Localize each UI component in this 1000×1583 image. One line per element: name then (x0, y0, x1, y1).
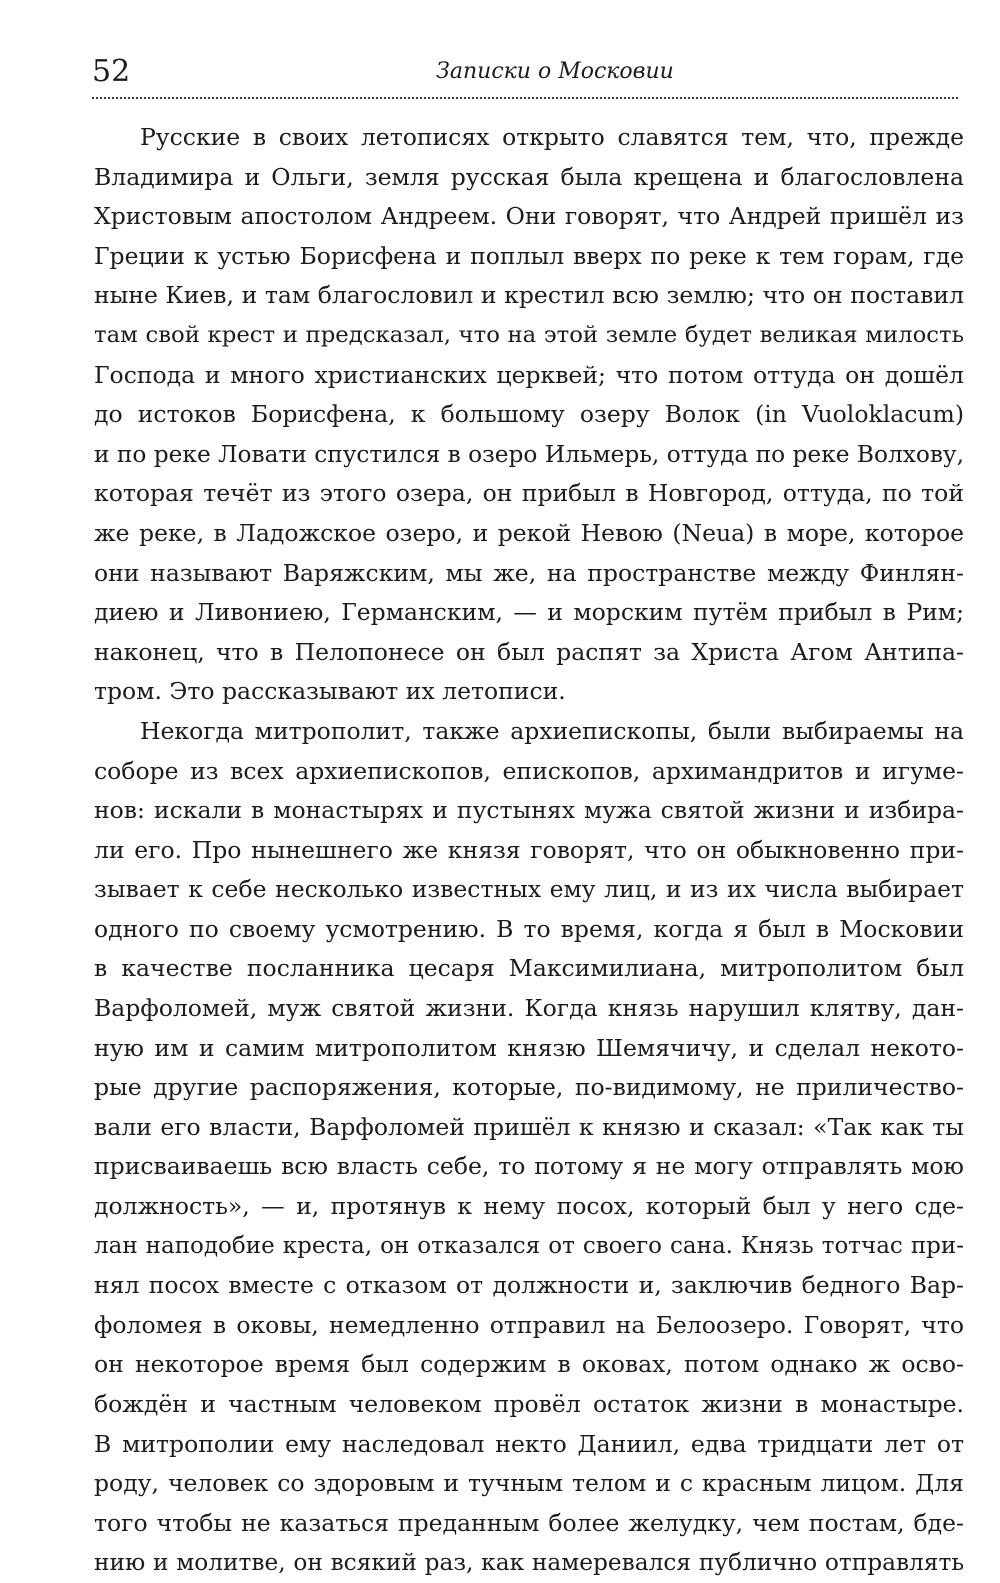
text-line: бождён и частным человеком провёл остаток жизни в монастыре. (94, 1390, 964, 1418)
text-line: Русские в своих летописях открыто славятся тем, что, прежде (140, 123, 964, 151)
text-line: роду, человек со здоровым и тучным телом и с красным лицом. Для (94, 1469, 964, 1498)
text-line: диею и Ливониею, Германским, — и морским путём прибыл в Рим; (94, 598, 964, 627)
text-line: присваиваешь всю власть себе, то потому я не могу отправлять мою (94, 1152, 964, 1181)
text-line: ли его. Про нынешнего же князя говорят, что он обыкновенно при- (94, 835, 964, 864)
text-line: ную им и самим митрополитом князю Шемячичу, и сделал некото- (94, 1033, 964, 1062)
text-line: в качестве посланника цесаря Максимилиана, митрополитом был (94, 954, 964, 983)
text-line: должность», — и, протянув к нему посох, который был у него сде- (94, 1192, 964, 1221)
text-line: и по реке Ловати спустился в озеро Ильмерь, оттуда по реке Волхову, (94, 440, 964, 468)
text-line: которая течёт из этого озера, он прибыл в Новгород, оттуда, по той (94, 479, 964, 508)
page-number: 52 (92, 54, 131, 89)
text-line: он некоторое время был содержим в оковах, потом однако ж осво- (94, 1350, 964, 1379)
text-line: Господа и много христианских церквей; что потом оттуда он дошёл (94, 360, 964, 389)
running-title: Записки о Московии (436, 59, 674, 84)
text-line: зывает к себе несколько известных ему лиц, и из их числа выбирает (94, 875, 964, 904)
text-line: тром. Это рассказывают их летописи. (94, 677, 566, 706)
text-line: наконец, что в Пелопонесе он был распят за Христа Агом Антипа- (94, 637, 964, 666)
text-line: Некогда митрополит, также архиепископы, были выбираемы на (140, 716, 964, 745)
text-line: фоломея в оковы, немедленно отправил на Белоозеро. Говорят, что (94, 1310, 964, 1339)
header-divider (92, 97, 958, 99)
text-line: того чтобы не казаться преданным более желудку, чем постам, бде- (94, 1508, 964, 1537)
text-line: лан наподобие креста, он отказался от своего сана. Князь тотчас при- (94, 1232, 964, 1259)
text-line: Греции к устью Борисфена и поплыл вверх по реке к тем горам, где (94, 241, 964, 270)
text-line: В митрополии ему наследовал некто Даниил, едва тридцати лет от (94, 1429, 964, 1458)
text-line: Христовым апостолом Андреем. Они говорят, что Андрей пришёл из (94, 202, 964, 231)
text-line: рые другие распоряжения, которые, по-видимому, не приличество- (94, 1073, 964, 1102)
text-line: Владимира и Ольги, земля русская была крещена и благословлена (94, 162, 964, 191)
text-line: соборе из всех архиепископов, епископов, архимандритов и игуме- (94, 756, 964, 785)
page-header (92, 52, 958, 96)
text-line: они называют Варяжским, мы же, на пространстве между Финлян- (94, 558, 964, 587)
text-line: нов: искали в монастырях и пустынях мужа святой жизни и избира- (94, 796, 964, 825)
text-line: нял посох вместе с отказом от должности и, заключив бедного Вар- (94, 1271, 964, 1300)
text-line: вали его власти, Варфоломей пришёл к князю и сказал: «Так как ты (94, 1112, 964, 1141)
text-line: Варфоломей, муж святой жизни. Когда князь нарушил клятву, дан- (94, 994, 964, 1023)
text-line: нию и молитве, он всякий раз, как намеревался публично отправлять (94, 1549, 964, 1577)
text-line: до истоков Борисфена, к большому озеру Волок (in Vuoloklacum) (94, 400, 964, 429)
text-line: ныне Киев, и там благословил и крестил всю землю; что он поставил (94, 281, 964, 310)
body-text (94, 118, 964, 1583)
text-line: же реке, в Ладожское озеро, и рекой Невою (Neua) в море, которое (94, 518, 964, 547)
text-line: одного по своему усмотрению. В то время, когда я был в Московии (94, 914, 964, 943)
text-line: там свой крест и предсказал, что на этой земле будет великая милость (94, 321, 964, 348)
